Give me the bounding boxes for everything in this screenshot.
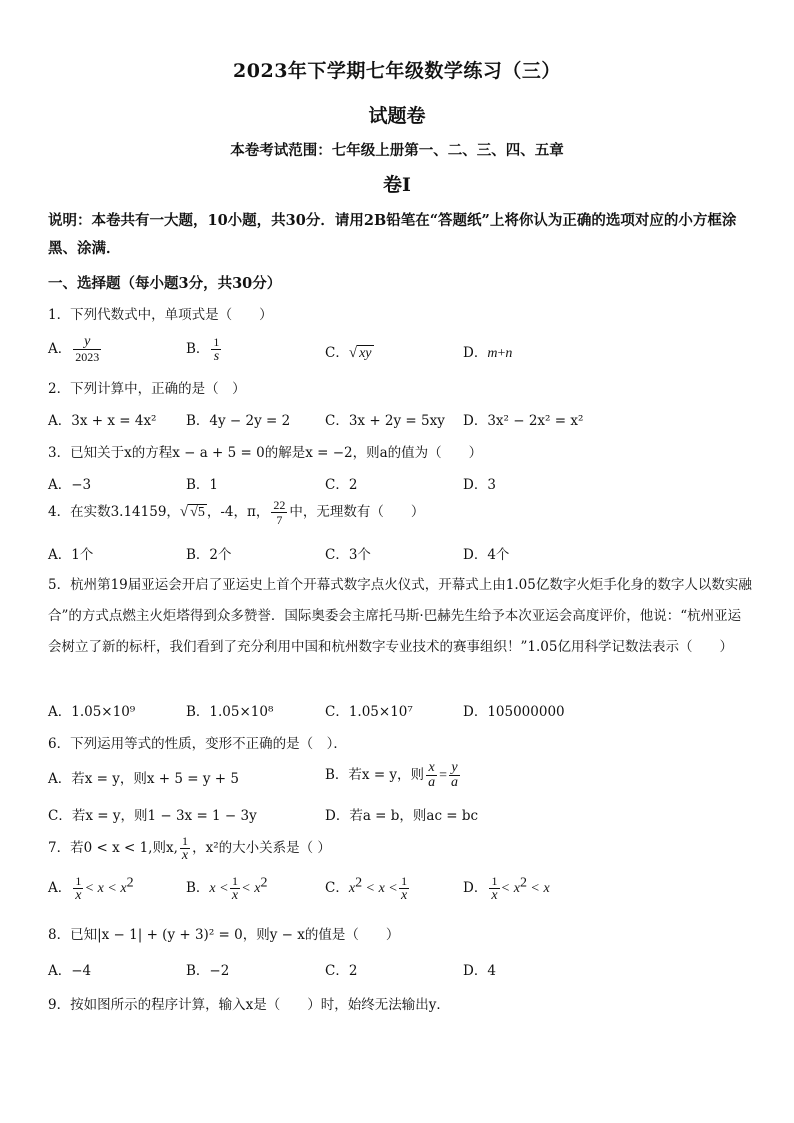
question-2-option-c: C．3x + 2y = 5xy (325, 413, 445, 429)
question-5-option-c: C．1.05×10⁷ (325, 704, 413, 720)
question-3-option-d: D．3 (463, 477, 496, 493)
question-4-option-b: B．2个 (186, 547, 232, 563)
fraction-1-over-x: $\frac{1}{x}$ (181, 834, 189, 863)
question-7-option-c: C．$x^2 < x$ < $\frac{1}{x}$ (325, 874, 408, 903)
question-5-stem: 5．杭州第19届亚运会开启了亚运史上首个开幕式数字点火仪式，开幕式上由1.05亿数字火炬手化身的数字人以数实融合”的方式点燃主火炬塔得到众多赞誉．国际奥委会主席托马斯·巴赫先生给予本次亚运会高度评价，他说：“杭州亚运会树立了新的标杆，我们看到了充分利用中国和杭州数字专业技术的赛事组织！”1.05亿用科学记数法表示（ ） (48, 577, 752, 655)
question-2-stem: 2．下列计算中，正确的是（ ） (48, 381, 246, 397)
question-2-option-a: A．3x + x = 4x² (48, 413, 157, 429)
question-8-option-d: D．4 (463, 963, 496, 979)
fraction-1-over-s: $\frac{1}{s}$ (213, 335, 220, 364)
question-6-option-c: C．若x = y，则1 − 3x = 1 − 3y (48, 808, 257, 824)
question-9-stem: 9．按如图所示的程序计算，输入x是（ ）时，始终无法输出y． (48, 997, 450, 1013)
fraction-22-over-7: $\frac{22}{7}$ (273, 498, 286, 527)
question-3-stem: 3．已知关于x的方程x − a + 5 = 0的解是x = −2，则a的值为（ ） (48, 445, 483, 461)
question-1-option-d: D．m+n (463, 345, 513, 361)
exam-subtitle: 试题卷 (368, 105, 426, 127)
fraction-1-over-x: $\frac{1}{x}$ (400, 874, 408, 903)
option-label: A． (48, 341, 72, 357)
option-label: A． (48, 880, 72, 896)
question-3-option-a: A．−3 (48, 477, 92, 493)
question-1-option-b (186, 335, 223, 364)
fraction-1-over-x: $\frac{1}{x}$ (75, 874, 82, 903)
question-2-option-b: B．4y − 2y = 2 (186, 413, 291, 429)
sqrt-xy: √ xy (348, 345, 372, 361)
question-1-stem: 1．下列代数式中，单项式是（ ） (48, 307, 273, 323)
question-6-option-b: B．若x = y，则 $\frac{x}{a}$ = $\frac{y}{a}$ (325, 760, 458, 790)
volume-heading: 卷Ⅰ (383, 174, 411, 196)
question-3-option-c: C．2 (325, 477, 358, 493)
question-4-option-c: C．3个 (325, 547, 371, 563)
question-3-option-b: B．1 (186, 477, 219, 493)
question-5-option-d: D．105000000 (463, 704, 565, 720)
exam-title: 2023年下学期七年级数学练习（三） (233, 60, 561, 82)
question-8-option-b: B．−2 (186, 963, 230, 979)
question-8-stem: 8．已知|x − 1| + (y + 3)² = 0，则y − x的值是（ ） (48, 927, 400, 943)
fraction-y-over-a: $\frac{y}{a}$ (450, 760, 458, 790)
option-label: B．若x = y，则 (325, 767, 425, 783)
question-4-stem: 4．在实数3.14159，√ √5 ，-4，π， $\frac{22}{7}$ 中，无理数有（ ） (48, 498, 425, 527)
question-4-option-a: A．1个 (48, 547, 94, 563)
option-label: C． (325, 345, 349, 361)
question-7-option-a: A． $\frac{1}{x}$ < $x < x^2$ (48, 874, 134, 903)
fraction-1-over-x: $\frac{1}{x}$ (231, 874, 239, 903)
section-title: 一、选择题（每小题3分，共30分） (48, 275, 282, 292)
fraction-y-over-2023: $\frac{y}{2023}$ (75, 334, 100, 364)
instructions: 说明：本卷共有一大题，10小题，共30分．请用2B铅笔在“答题纸”上将你认为正确的选项对应的小方框涂黑、涂满． (48, 212, 737, 257)
question-1-option-c (325, 341, 374, 362)
question-6-option-a: A．若x = y，则x + 5 = y + 5 (48, 771, 239, 787)
question-2-option-d: D．3x² − 2x² = x² (463, 413, 584, 429)
option-label: D． (463, 880, 488, 896)
option-label: C． (325, 880, 349, 896)
question-8-option-a: A．−4 (48, 963, 92, 979)
option-label: B． (186, 341, 210, 357)
question-1-option-a (48, 335, 103, 364)
exam-scope: 本卷考试范围：七年级上册第一、二、三、四、五章 (230, 142, 564, 159)
question-7-option-b: B．x < $\frac{1}{x}$ < $x^2$ (186, 874, 268, 903)
question-5-option-a: A．1.05×10⁹ (48, 704, 136, 720)
sqrt-5: √ √5 (179, 504, 205, 520)
question-4-option-d: D．4个 (463, 547, 510, 563)
option-label: D． (463, 345, 488, 361)
question-5-option-b: B．1.05×10⁸ (186, 704, 274, 720)
question-6-option-d: D．若a = b，则ac = bc (325, 808, 479, 824)
question-7-option-d: D． $\frac{1}{x}$ < $x^2 < x$ (463, 874, 550, 903)
option-label: B． (186, 880, 210, 896)
fraction-1-over-x: $\frac{1}{x}$ (491, 874, 498, 903)
question-6-stem: 6．下列运用等式的性质，变形不正确的是（ ）． (48, 736, 347, 752)
question-8-option-c: C．2 (325, 963, 358, 979)
question-7-stem: 7．若0 < x < 1,则x, $\frac{1}{x}$ ，x²的大小关系是（ ） (48, 834, 331, 863)
fraction-x-over-a: $\frac{x}{a}$ (428, 760, 436, 790)
